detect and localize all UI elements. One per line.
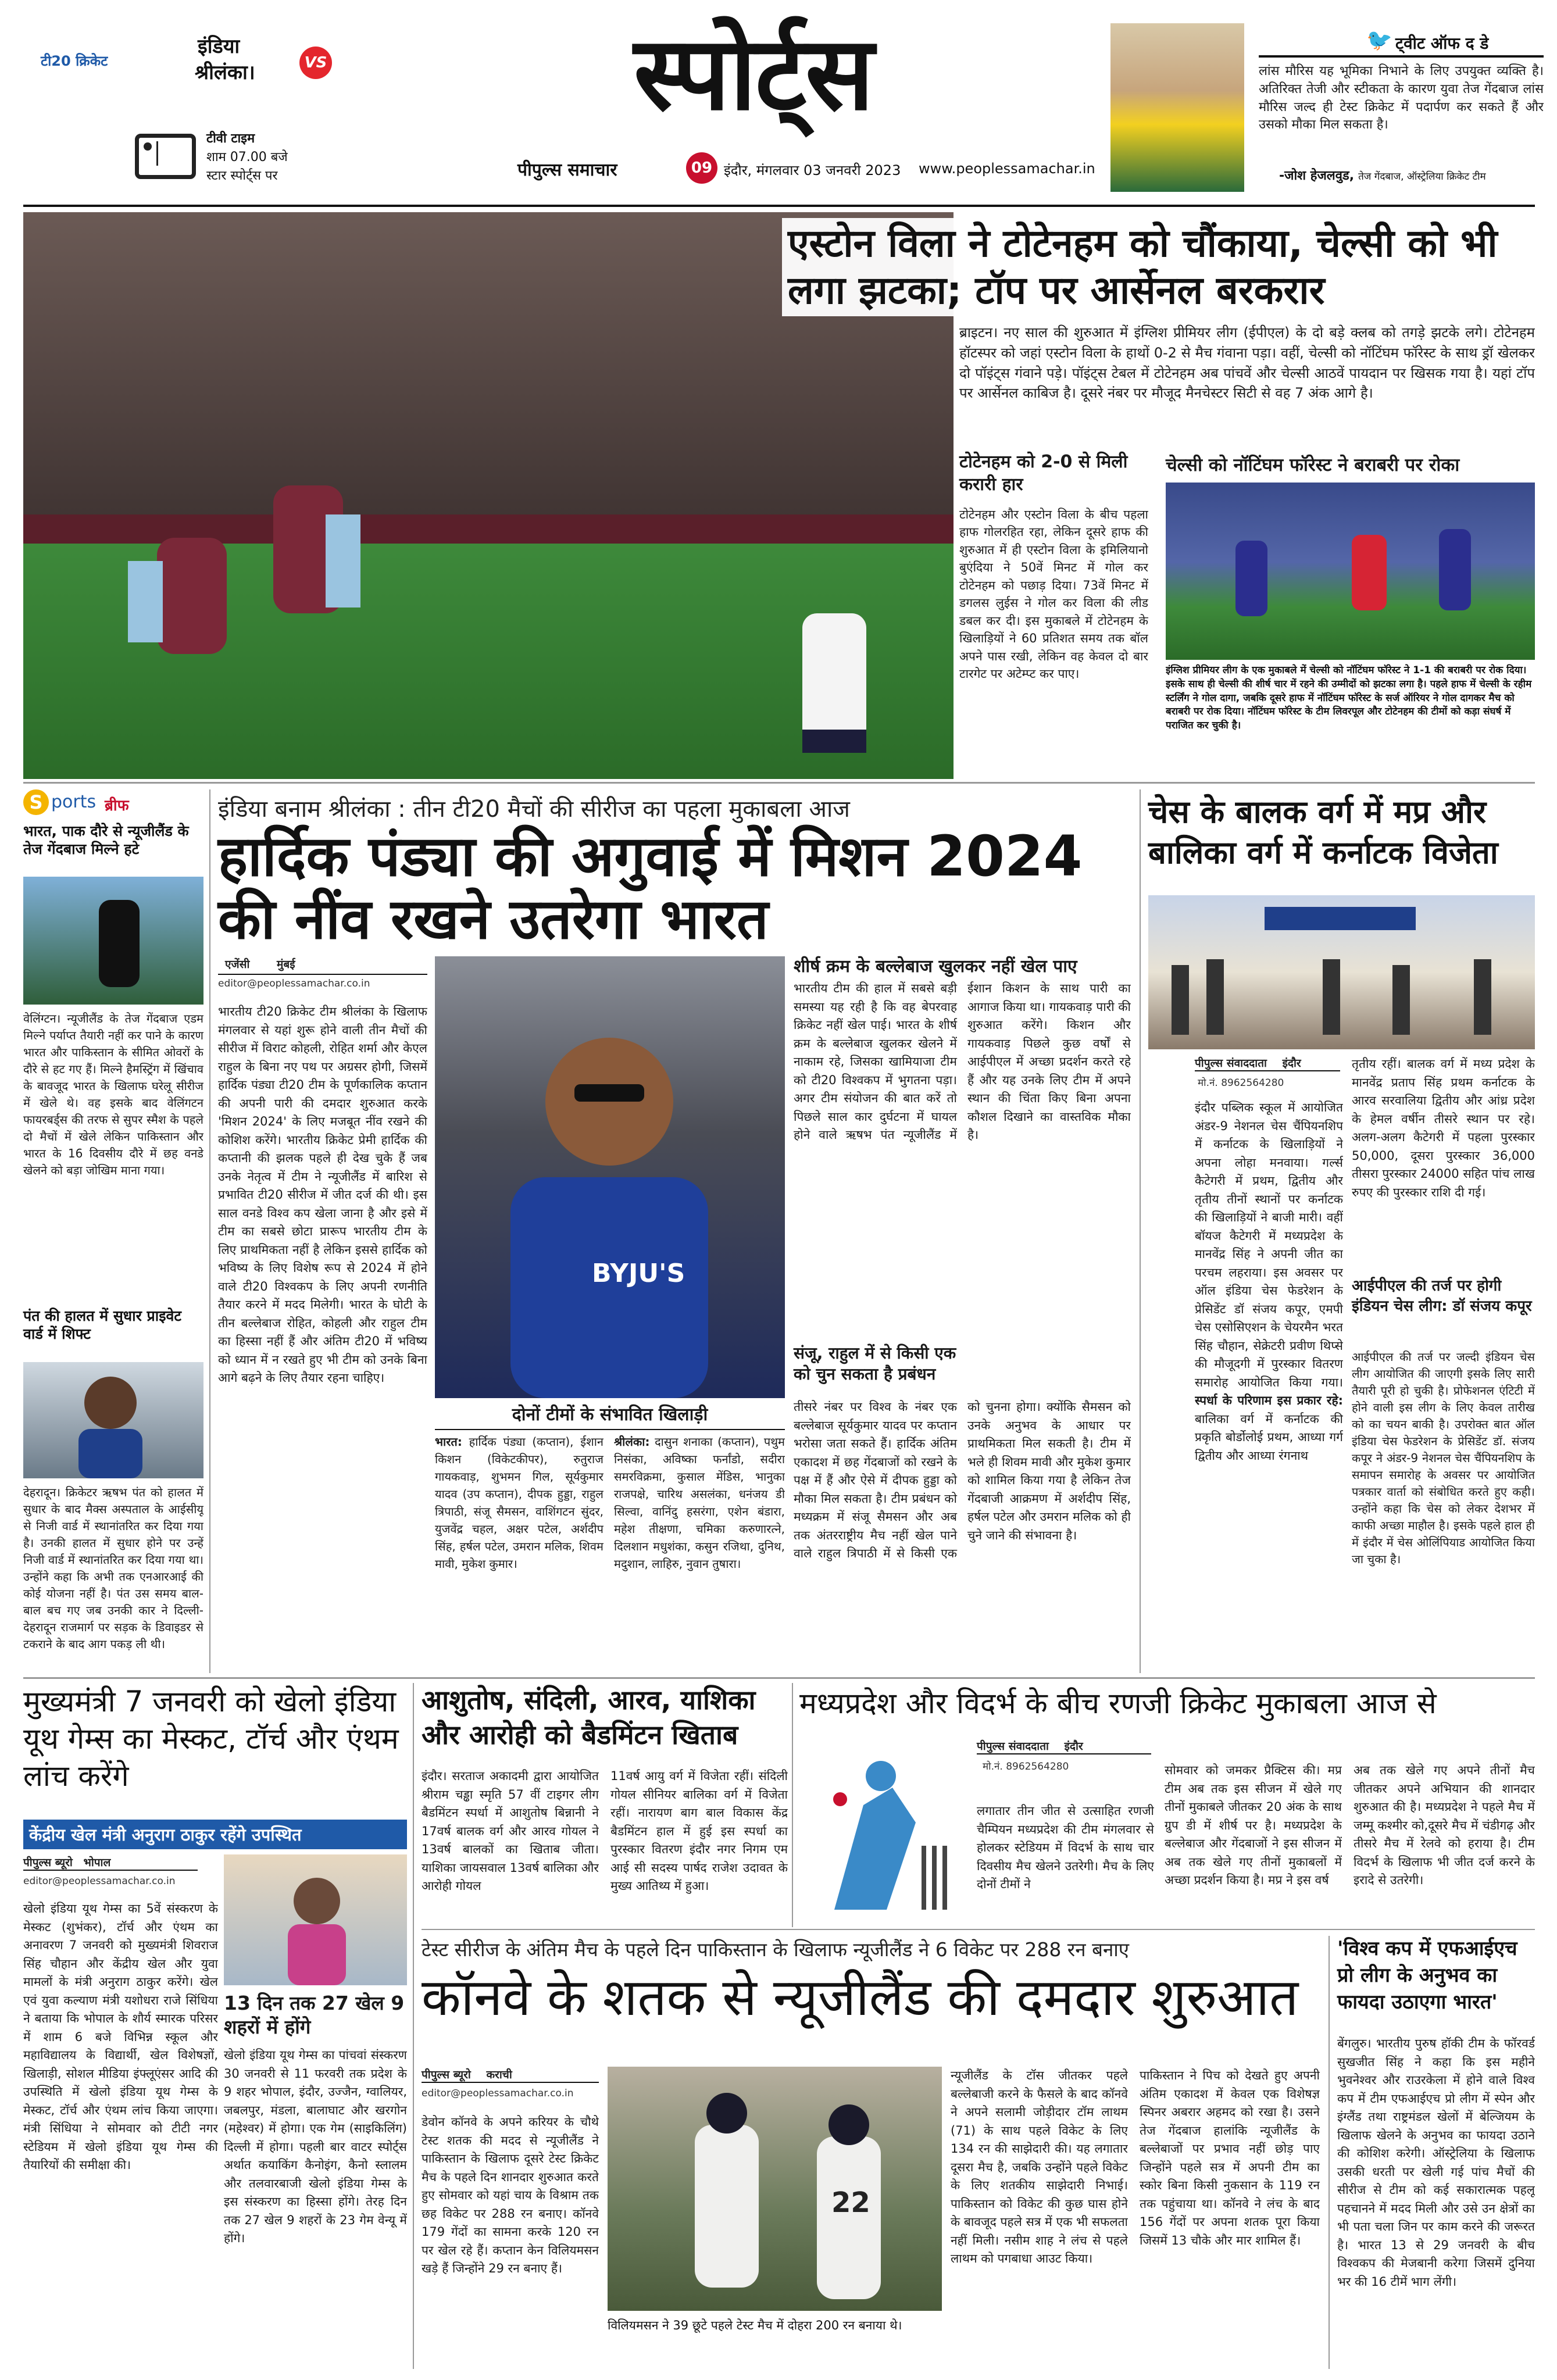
- tweet-author-role: तेज गेंदबाज, ऑस्ट्रेलिया क्रिकेट टीम: [1358, 171, 1486, 183]
- sports-brief: [23, 789, 203, 1673]
- ranji-mobile: मो.नं. 8962564280: [983, 1761, 1069, 1773]
- ranji-byline: [977, 1738, 1151, 1754]
- t20-label: टी20 क्रिकेट: [41, 53, 108, 69]
- chess-photo-art: [1148, 895, 1535, 1049]
- chess-photo: [1148, 895, 1535, 1049]
- tweet-text: लांस मौरिस यह भूमिका निभाने के लिए उपयुक्त व्यक्ति है। अतिरिक्त तेजी और स्टीकता के कारण युवा तेज गेंदबाज लांस मौरिस जल्द ही टेस्ट क्रिकेट में पदार्पण कर सकते हैं और उसको मौका मिल सकता है।: [1259, 64, 1544, 133]
- youth-body: खेलो इंडिया यूथ गेम्स का 5वें संस्करण के मेस्कट (शुभंकर), टॉर्च और एंथम का अनावरण 7 जनवरी को मुख्यमंत्री शिवराज सिंह चौहान और केंद्रीय खेल और युवा मामलों के मंत्री अनुराग ठाकुर करेंगे। खेल एवं युवा कल्याण मंत्री यशोधरा राजे सिंधिया ने बताया कि भोपाल के शौर्य स्मारक परिसर में शाम 6 बजे विभिन्न स्कूल और महाविद्यालय के विद्यार्थी, खेल विशेषज्ञों, खिलाड़ी, सोशल मीडिया इंफ्लूएंसर आदि की उपस्थिति में खेलो इंडिया यूथ गेम्स के मेस्कट, टॉर्च और एंथम लांच किया जाएगा। मंत्री सिंधिया ने सोमवार को टीटी नगर स्टेडियम में खेलो इंडिया यूथ गेम्स की तैयारियों की समीक्षा की।: [23, 1902, 218, 2172]
- tweet-label: ट्वीट ऑफ द डे: [1395, 34, 1489, 53]
- vs-badge: [299, 47, 332, 79]
- brief-h1: भारत, पाक दौरे से न्यूजीलैंड के तेज गेंदबाज मिल्ने हटे: [23, 823, 189, 858]
- india-list: हार्दिक पंड्या (कप्तान), ईशान किशन (विकेटकीपर), रुतुराज गायकवाड़, शुभमन गिल, सूर्यकुमार यादव (उप कप्तान), दीपक हुड्डा, राहुल त्रिपाठी, संजू सैमसन, वाशिंगटन सुंदर, युजवेंद्र चहल, अक्षर पटेल, अर्शदीप सिंह, हर्षल पटेल, उमरान मलिक, शिवम मावी, मुकेश कुमार।: [435, 1435, 603, 1571]
- tweeter-photo: [1110, 23, 1244, 192]
- youth-photo-caption: 13 दिन तक 27 खेल 9 शहरों में होंगे: [224, 1992, 405, 2039]
- chess-ipl-headline: आईपीएल की तर्ज पर होगी इंडियन चेस लीग: डॉ संजय कपूर: [1352, 1277, 1532, 1316]
- brief-b2: देहरादून। क्रिकेटर ऋषभ पंत को हालत में सुधार के बाद मैक्स अस्पताल के आईसीयू से निजी वार्ड में स्थानांतरित कर दिया गया है। उनकी हालत में सुधार होने पर उन्हें निजी वार्ड में स्थानांतरित कर दिया गया था। उन्होंने कहा कि अभी तक एनआरआई की कोई योजना नहीं है। पंत उस समय बाल-बाल बच गए जब उनकी कार ने दिल्ली-देहरादून राजमार्ग पर सड़क के डिवाइडर से टकराने के बाद आग पकड़ ली थी।: [23, 1485, 203, 1651]
- ranji-photo-art: [799, 1735, 968, 1924]
- lead-sub1: शीर्ष क्रम के बल्लेबाज खुलकर नहीं खेल पाए: [794, 956, 1077, 977]
- youth-side-body: खेलो इंडिया यूथ गेम्स का पांचवां संस्करण 30 जनवरी से 11 फरवरी तक प्रदेश के 9 शहर भोपाल, इंदौर, उज्जैन, ग्वालियर, जबलपुर, मंडला, बालाघाट और खरगोन (महेश्वर) में होगा। एक गेम (साइकिलिंग) दिल्ली में होगा। पहली बार वाटर स्पोर्ट्स अर्थात कयाकिंग कैनोइंग, कैनो स्लालम और तलवारबाजी खेलो इंडिया गेम्स के इस संस्करण का हिस्सा होंगे। तेरह दिन तक 27 खेल 9 शहरों के 23 गेम वेन्यू में होंगे।: [224, 2048, 407, 2245]
- lead-col1: भारतीय टी20 क्रिकेट टीम श्रीलंका के खिलाफ मंगलवार से यहां शुरू होने वाली तीन मैचों की सीरीज में विराट कोहली, रोहित शर्मा और केएल राहुल के बिना नए पथ पर अग्रसर होगी, जिसमें हार्दिक पंड्या टी20 टीम के पूर्णकालिक कप्तान की अपनी पारी की दमदार शुरुआत करके 'मिशन 2024' के लिए मजबूत नींव रखने की कोशिश करेंगे। भारतीय क्रिकेट प्रेमी हार्दिक की कप्तानी की झलक पहले ही देख चुके हैं जब उनके नेतृत्व में टीम ने न्यूजीलैंड में बारिश से प्रभावित टी20 सीरीज में जीत दर्ज की थी। इस साल वनडे विश्व कप खेला जाना है और इसे में टीम का सबसे छोटा प्रारूप भारतीय टीम के लिए प्राथमिकता नहीं है लेकिन इससे हार्दिक को भविष्य के लिए विशेष रूप से 2024 में होने वाले टी20 विश्वकप के लिए अपनी रणनीति तैयार करने में मदद मिलेगी। भारत के घोटी के तीन बल्लेबाज रोहित, कोहली और राहुल टीम का हिस्सा नहीं हैं और अंतिम टी20 में भविष्य को ध्यान में न रखते हुए भी टीम को उनके बिना आगे बढ़ने के लिए तैयार रहना चाहिए।: [218, 1005, 427, 1385]
- badminton-col1: इंदौर। सरताज अकादमी द्वारा आयोजित श्रीराम चड्ढा स्मृति 57 वीं टाइगर लीग बैडमिंटन स्पर्धा में आशुतोष बिन्नानी ने 17वर्ष बालक वर्ग और आरव गोयल ने 13वर्ष बालकों का खिताब जीता। याशिका जायसवाल 13वर्ष बालिका और आरोही गोयल: [422, 1769, 599, 1893]
- top-sub1-body: टोटेनहम और एस्टोन विला के बीच पहला हाफ गोलरहित रहा, लेकिन दूसरे हाफ की शुरुआत में ही एस्टोन विला के इमिलियानो बुएंदिया ने 50वें मिनट में गोल कर टोटेनहम को पछाड़ दिया। 73वें मिनट में डगलस लुईस ने गोल कर विला की लीड डबल कर दी। इस मुकाबले में टोटेनहम के खिलाड़ियों ने 60 प्रतिशत समय तक बॉल अपने पास रखी, लेकिन वह केवल दो बार टारगेट पर अटेम्प्ट कर पाए।: [959, 508, 1148, 681]
- ranji-photo: [799, 1735, 968, 1924]
- youth-strap: केंद्रीय खेल मंत्री अनुराग ठाकुर रहेंगे उपस्थित: [23, 1820, 407, 1849]
- chess-body: [1195, 1099, 1343, 1674]
- teams-line1: इंडिया: [198, 35, 240, 58]
- page-no-text: 09: [691, 159, 713, 177]
- pant-photo: [23, 1362, 203, 1478]
- chelsea-caption: इंग्लिश प्रीमियर लीग के एक मुकाबले में चेल्सी को नॉटिंघम फॉरेस्ट ने 1-1 की बराबरी पर रोक दिया। इसके साथ ही चेल्सी की शीर्ष चार में रहने की उम्मीदों को झटका लगा है। पहले हाफ में चेल्सी के रहीम स्टर्लिंग ने गोल दागा, जबकि दूसरे हाफ में नॉटिंघम फॉरेस्ट के सर्ज ऑरियर ने गोल दागकर मैच को बराबरी पर रोक दिया। नॉटिंघम फॉरेस्ट के टीम लिवरपूल और टोटेनहम की टीमों को कड़ा संघर्ष में पराजित कर चुकी है।: [1166, 664, 1532, 732]
- milne-photo-art: [23, 877, 203, 1005]
- chess-sub-body: बालिका वर्ग में कर्नाटक की प्रकृति बोर्डोलोई प्रथम, आध्या गर्ग द्वितीय और आध्या रंगनाथ: [1195, 1411, 1343, 1463]
- nz-email: editor@peoplessamachar.co.in: [422, 2088, 574, 2099]
- teams-sl: [614, 1433, 785, 1666]
- page-number: [686, 152, 717, 184]
- badminton-headline: आशुतोष, संदिली, आरव, याशिका और आरोही को बैडमिंटन खिताब: [422, 1684, 756, 1750]
- chess-body-text: इंदौर पब्लिक स्कूल में आयोजित अंडर-9 नेशनल चेस चैंपियनशिप में कर्नाटक के खिलाड़ियों ने अपना लोहा मनवाया। गर्ल्स कैटेगरी में प्रथम, द्वितीय और तृतीय तीनों स्थानों पर कर्नाटक की खिलाड़ियों ने बाजी मारी। वहीं बॉयज कैटेगरी में मध्यप्रदेश के मानवेंद्र सिंह ने अपनी जीत का परचम लहराया। इस अवसर पर ऑल इंडिया चेस फेडरेशन के प्रेसिडेंट डॉ संजय कपूर, एमपी चेस एसोसिएशन के चेयरमैन भरत सिंह चौहान, सेक्रेटरी प्रवीण थिप्से की मौजूदगी में पुरस्कार वितरण समारोह आयोजित किया गया।: [1195, 1100, 1343, 1389]
- nz-headline: कॉनवे के शतक से न्यूजीलैंड की दमदार शुरुआत: [422, 1967, 1299, 2027]
- nz-col3: पाकिस्तान ने पिच को देखते हुए अपनी अंतिम एकादश में केवल एक विशेषज्ञ स्पिनर अबरार अहमद को रखा है। उसने तेज गेंदबाज हालांकि न्यूजीलैंड के बल्लेबाजों पर प्रभाव नहीं छोड़ पाए जिन्होंने पहले सत्र में अपनी टीम का स्कोर बिना किसी नुकसान के 119 रन तक पहुंचाया था। कॉनवे ने लंच के बाद 156 गेंदों पर अपना शतक पूरा किया जिसमें 13 चौके और मार शामिल हैं।: [1140, 2068, 1320, 2247]
- hockey-headline: 'विश्व कप में एफआईएच प्रो लीग के अनुभव का फायदा उठाएगा भारत': [1337, 1937, 1517, 2014]
- conway-photo-art: [608, 2067, 942, 2311]
- brief-ports: ports: [51, 792, 97, 812]
- website: www.peoplessamachar.in: [919, 160, 1095, 177]
- teams-box: [435, 1398, 785, 1666]
- lead-kicker: इंडिया बनाम श्रीलंका : तीन टी20 मैचों की सीरीज का पहला मुकाबला आज: [218, 796, 850, 823]
- nz-city: कराची: [486, 2068, 512, 2081]
- nz-kicker: टेस्ट सीरीज के अंतिम मैच के पहले दिन पाकिस्तान के खिलाफ न्यूजीलैंड ने 6 विकेट पर 288 रन बनाए: [422, 1938, 1130, 1961]
- youth-photo: [224, 1854, 407, 1985]
- dateline: इंदौर, मंगलवार 03 जनवरी 2023: [724, 162, 901, 178]
- tv-icon: [135, 134, 196, 179]
- masthead: [0, 0, 1557, 203]
- tv-channel: स्टार स्पोर्ट्स पर: [206, 169, 278, 183]
- chess-headline: चेस के बालक वर्ग में मप्र और बालिका वर्ग में कर्नाटक विजेता: [1148, 794, 1498, 871]
- milne-photo: [23, 877, 203, 1005]
- tweet-author: [1279, 166, 1486, 184]
- youth-city: भोपाल: [83, 1856, 111, 1869]
- brief-b1: वेलिंग्टन। न्यूजीलैंड के तेज गेंदबाज एडम मिल्ने पर्याप्त तैयारी नहीं कर पाने के कारण भारत और पाकिस्तान के सीमित ओवरों के दौरे से हट गए हैं। मिल्ने हैमस्ट्रिंग में खिंचाव के बावजूद भारत के खिलाफ घरेलू सीरीज में खेले थे। वह इसके बाद वेलिंगटन फायरबर्ड्स की तरफ से सुपर स्मैश के पहले दो मैचों में खेले लेकिन पाकिस्तान और भारत के 16 दिवसीय दौरे में छह वनडे खेलने को बड़ा जोखिम माना गया।: [23, 1012, 203, 1177]
- lead-email: editor@peoplessamachar.co.in: [218, 978, 370, 989]
- ranji-byline-text: पीपुल्स संवाददाता: [977, 1740, 1049, 1753]
- ranji-headline: मध्यप्रदेश और विदर्भ के बीच रणजी क्रिकेट मुकाबला आज से: [799, 1686, 1437, 1720]
- lead-headline: हार्दिक पंड्या की अगुवाई में मिशन 2024 की नींव रखने उतरेगा भारत: [218, 824, 1083, 952]
- youth-headline: मुख्यमंत्री 7 जनवरी को खेलो इंडिया यूथ गेम्स का मेस्कट, टॉर्च और एंथम लांच करेंगे: [23, 1685, 399, 1793]
- top-story-lead: ब्राइटन। नए साल की शुरुआत में इंग्लिश प्रीमियर लीग (ईपीएल) के दो बड़े क्लब को तगड़े झटके लगे। टोटेनहम हॉटस्पर को जहां एस्टोन विला के हाथों 0-2 से मैच गंवाना पड़ा। वहीं, चेल्सी को नॉटिंघम फॉरेस्ट के साथ ड्रॉ खेलकर दो पॉइंट्स गंवाने पड़े। पॉइंट्स टेबल में टोटेनहम अब पांचवें और चेल्सी आठवें पायदान पर खिसक गया है। यहां टॉप पर आर्सेनल काबिज है। दूसरे नंबर पर मौजूद मैनचेस्टर सिटी से वह 7 अंक आगे है।: [959, 324, 1535, 402]
- hardik-photo: [435, 956, 785, 1398]
- chess-mobile: मो.नं. 8962564280: [1198, 1077, 1284, 1089]
- section-title: स्पोर्ट्स: [634, 15, 873, 133]
- top-sub2: चेल्सी को नॉटिंघम फॉरेस्ट ने बराबरी पर रोका: [1166, 455, 1460, 476]
- chelsea-photo: [1166, 483, 1535, 660]
- pant-photo-art: [23, 1362, 203, 1478]
- lead-col2: भारतीय टीम की हाल में सबसे बड़ी समस्या यह रही है कि वह बेपरवाह क्रिकेट नहीं खेल पाई। भारत के शीर्ष क्रम के बल्लेबाज खुलकर खेलने में नाकाम रहे, जिसका खामियाजा टीम को टी20 विश्वकप में भुगतना पड़ा। अगर टीम संयोजन की बात करें तो पिछले साल कार दुर्घटना में घायल होने वाले ऋषभ पंत न्यूजीलैंड में ईशान किशन के साथ पारी का आगाज किया था। गायकवाड़ पारी की शुरुआत करेंगे। किशन और गायकवाड़ पिछले कुछ वर्षों से आईपीएल में अच्छा प्रदर्शन करते रहे हैं और यह उनके लिए टीम में अपने स्थान की चिंता किए बिना अपना कौशल दिखाने का वास्तविक मौका है।: [794, 981, 1131, 1142]
- tweet-rule: [1259, 55, 1544, 58]
- hockey-body: बेंगलुरु। भारतीय पुरुष हॉकी टीम के फॉरवर्ड सुखजीत सिंह ने कहा कि इस महीने भुवनेश्वर और राउरकेला में होने वाले विश्व कप में टीम एफआईएच प्रो लीग में स्पेन और इंग्लैंड तथा राष्ट्रमंडल खेलों में बेल्जियम के खिलाफ खेलने के अनुभव का फायदा उठाने की कोशिश करेगी। ऑस्ट्रेलिया के खिलाफ उसकी धरती पर खेली गई पांच मैचों की सीरीज से टीम को कई सकारात्मक पहलू पहचानने में मदद मिली और उसे उन क्षेत्रों का भी पता चला जिन पर काम करने की जरूरत है। भारत 13 से 29 जनवरी के बीच विश्वकप की मेजबानी करेगा जिसमें दुनिया भर की 16 टीमें भाग लेंगी।: [1337, 2036, 1535, 2289]
- chess-byline-text: पीपुल्स संवाददाता: [1195, 1057, 1267, 1070]
- lead-city: मुंबई: [277, 958, 295, 971]
- chess-byline: [1195, 1055, 1340, 1071]
- brief-label: [23, 789, 203, 817]
- lead-agency: एजेंसी: [225, 958, 250, 971]
- nz-col1: डेवोन कॉनवे के अपने करियर के चौथे टेस्ट शतक की मदद से न्यूजीलैंड ने पाकिस्तान के खिलाफ दूसरे टेस्ट क्रिकेट मैच के पहले दिन शानदार शुरुआत करते हुए सोमवार को यहां चाय के विश्राम तक छह विकेट पर 288 रन बनाए। कॉनवे 179 गेंदों का सामना करके 120 रन पर खेल रहे हैं। कप्तान केन विलियमसन खड़े हैं जिन्होंने 29 रन बनाए हैं।: [422, 2115, 599, 2275]
- teams-india: [435, 1433, 603, 1666]
- chess-top-right: तृतीय रहीं। बालक वर्ग में मध्य प्रदेश के मानवेंद्र प्रताप सिंह प्रथम कर्नाटक के आरव सरवालिया द्वितीय और आंध्र प्रदेश के हेमल वर्षीन तीसरे स्थान पर रहे। अलग-अलग कैटेगरी में पहला पुरस्कार 50,000, दूसरा पुरस्कार 36,000 तीसरा पुरस्कार 24000 सहित पांच लाख रुपए की पुरस्कार राशि दी गई।: [1352, 1057, 1535, 1199]
- chess-sub: स्पर्धा के परिणाम इस प्रकार रहे:: [1195, 1393, 1343, 1407]
- vs-text: VS: [304, 54, 327, 72]
- lead-byline: [218, 956, 427, 975]
- youth-byline: [23, 1854, 198, 1871]
- tv-time: शाम 07.00 बजे: [206, 150, 288, 165]
- youth-email: editor@peoplessamachar.co.in: [23, 1875, 176, 1887]
- svg-text:BYJU'S: BYJU'S: [592, 1259, 685, 1288]
- tv-time-label: टीवी टाइम: [206, 131, 255, 146]
- lead-col3: तीसरे नंबर पर विश्व के नंबर एक बल्लेबाज सूर्यकुमार यादव पर कप्तान भरोसा जता सकते हैं। हार्दिक अंतिम एकादश में छह गेंदबाजों को रखने के पक्ष में हैं और ऐसे में दीपक हुड्डा को मौका मिल सकता है। टीम प्रबंधन को मध्यक्रम में संजू सैमसन और अब तक अंतरराष्ट्रीय मैच नहीं खेल पाने वाले राहुल त्रिपाठी में से किसी एक को चुनना होगा। क्योंकि सैमसन को उनके अनुभव के आधार पर प्राथमिकता मिल सकती है। टीम में भले ही शिवम मावी और मुकेश कुमार को शामिल किया गया है लेकिन तेज गेंदबाजी आक्रमण में अर्शदीप सिंह, हर्षल पटेल और उमरान मलिक को ही चुने जाने की संभावना है।: [794, 1400, 1131, 1560]
- chelsea-photo-art: [1166, 483, 1535, 660]
- ranji-col1: लगातार तीन जीत से उत्साहित रणजी चैम्पियन मध्यप्रदेश की टीम मंगलवार से होलकर स्टेडियम में विदर्भ के साथ चार दिवसीय मैच खेलने उतरेगी। मैच के लिए दोनों टीमों ने: [977, 1804, 1154, 1891]
- paper-name: पीपुल्स समाचार: [517, 160, 617, 180]
- brief-s-badge: [23, 789, 49, 815]
- badminton-col2: 11वर्ष आयु वर्ग में विजेता रहीं। संदिली गोयल सीनियर बालिका वर्ग में विजेता रहीं। नारायण बाग बाल विकास केंद्र बैडमिंटन हाल में हुई इस स्पर्धा का पुरस्कार वितरण इंदौर नगर निगम एम आई सी सदस्य पार्षद राजेश उदावत के मुख्य आतिथ्य में हुआ।: [610, 1769, 788, 1893]
- india-label: भारत:: [435, 1435, 462, 1449]
- brief-h2: पंत की हालत में सुधार प्राइवेट वार्ड में शिफ्ट: [23, 1307, 181, 1343]
- nz-byline-text: पीपुल्स ब्यूरो: [422, 2068, 471, 2081]
- teams-title: दोनों टीमों के संभावित खिलाड़ी: [435, 1398, 785, 1430]
- chess-city: इंदौर: [1282, 1057, 1301, 1070]
- nz-col2: न्यूजीलैंड के टॉस जीतकर पहले बल्लेबाजी करने के फैसले के बाद कॉनवे ने अपने सलामी जोड़ीदार टॉम लाथम (71) के साथ पहले विकेट के लिए 134 रन की साझेदारी की। यह लगातार दूसरा मैच है, जबकि उन्होंने पहले विकेट के लिए शतकीय साझेदारी निभाई। पाकिस्तान को विकेट की कुछ घास होने के बावजूद पहले सत्र में एक भी सफलता नहीं मिली। नसीम शाह ने लंच से पहले लाथम को पगबाधा आउट किया।: [951, 2068, 1128, 2265]
- conway-caption: विलियमसन ने 39 छूटे पहले टेस्ट मैच में दोहरा 200 रन बनाया थे।: [608, 2318, 902, 2332]
- youth-byline-text: पीपुल्स ब्यूरो: [23, 1856, 73, 1869]
- lead-sub2: संजू, राहुल में से किसी एक को चुन सकता है प्रबंधन: [794, 1343, 956, 1384]
- brief-word: ब्रीफ: [105, 797, 129, 814]
- ranji-city: इंदौर: [1064, 1740, 1083, 1753]
- sl-label: श्रीलंका:: [614, 1435, 650, 1449]
- teams-line2: श्रीलंका।: [195, 61, 255, 84]
- conway-photo: [608, 2067, 942, 2311]
- top-sub1: टोटेनहम को 2-0 से मिली करारी हार: [959, 452, 1128, 495]
- ranji-col2: सोमवार को जमकर प्रैक्टिस की। मप्र टीम अब तक इस सीजन में खेले गए तीनों मुकाबले जीतकर 20 अंक के साथ ग्रुप डी में शीर्ष पर है। मध्यप्रदेश के बल्लेबाज और गेंदबाजों ने इस सीजन में अब तक खेले गए तीनों मुकाबलों में अच्छा प्रदर्शन किया है। मप्र ने इस वर्ष: [1165, 1763, 1342, 1887]
- hardik-photo-art: [435, 956, 785, 1398]
- sl-list: दासुन शनाका (कप्तान), पथुम निसंका, अविष्का फर्नांडो, सदीरा समरविक्रमा, कुसाल मेंडिस, भानुका राजपक्षे, चारिथ असलंका, धनंजय डी सिल्वा, वानिंदु हसरंगा, एशेन बंडारा, महेश तीक्षणा, चमिका करुणारत्ने, दिलशान मधुशंका, कसुन रजिथा, दुनिथ, मदुशान, लाहिरु, नुवान तुषारा।: [614, 1435, 785, 1571]
- top-story-headline: एस्टोन विला ने टोटेनहम को चौंकाया, चेल्सी को भी लगा झटका; टॉप पर आर्सेनल बरकरार: [782, 218, 1538, 316]
- t20-box: [23, 29, 349, 84]
- brief-s: S: [29, 791, 43, 813]
- twitter-icon: 🐦: [1366, 28, 1392, 52]
- ranji-col3: अब तक खेले गए अपने तीनों मैच जीतकर अपने अभियान की शानदार शुरुआत की है। मध्यप्रदेश ने पहले मैच में जम्मू कश्मीर को,दूसरे मैच में चंडीगढ़ और तीसरे मैच में रेलवे को हराया है। टीम विदर्भ के खिलाफ भी जीत दर्ज करने के इरादे से उतरेगी।: [1354, 1763, 1535, 1887]
- nz-byline: [422, 2067, 599, 2083]
- chess-ipl-body: आईपीएल की तर्ज पर जल्दी इंडियन चेस लीग आयोजित की जाएगी इसके लिए सारी तैयारी पूरी हो चुकी है। प्रोफेशनल एंटिटी में होने वाली इस लीग के लिए केवल तारीख को का चयन बाकी है। उपरोक्त बात ऑल इंडिया चेस फेडरेशन के प्रेसिडेंट डॉ. संजय कपूर ने अंडर-9 नेशनल चेस चैंपियनशिप के समापन समारोह के अवसर पर आयोजित पत्रकार वार्ता को संबोधित करते हुए कही। उन्होंने कहा कि चेस को लेकर देशभर में काफी अच्छा माहौल है। इसके पहले हाल ही में इंदौर में चेस ओलिंपियाड आयोजित किया जा चुका है।: [1352, 1350, 1535, 1566]
- svg-text:22: 22: [831, 2186, 870, 2219]
- tweet-author-name: -जोश हेजलवुड,: [1279, 169, 1355, 183]
- youth-photo-art: [224, 1854, 407, 1985]
